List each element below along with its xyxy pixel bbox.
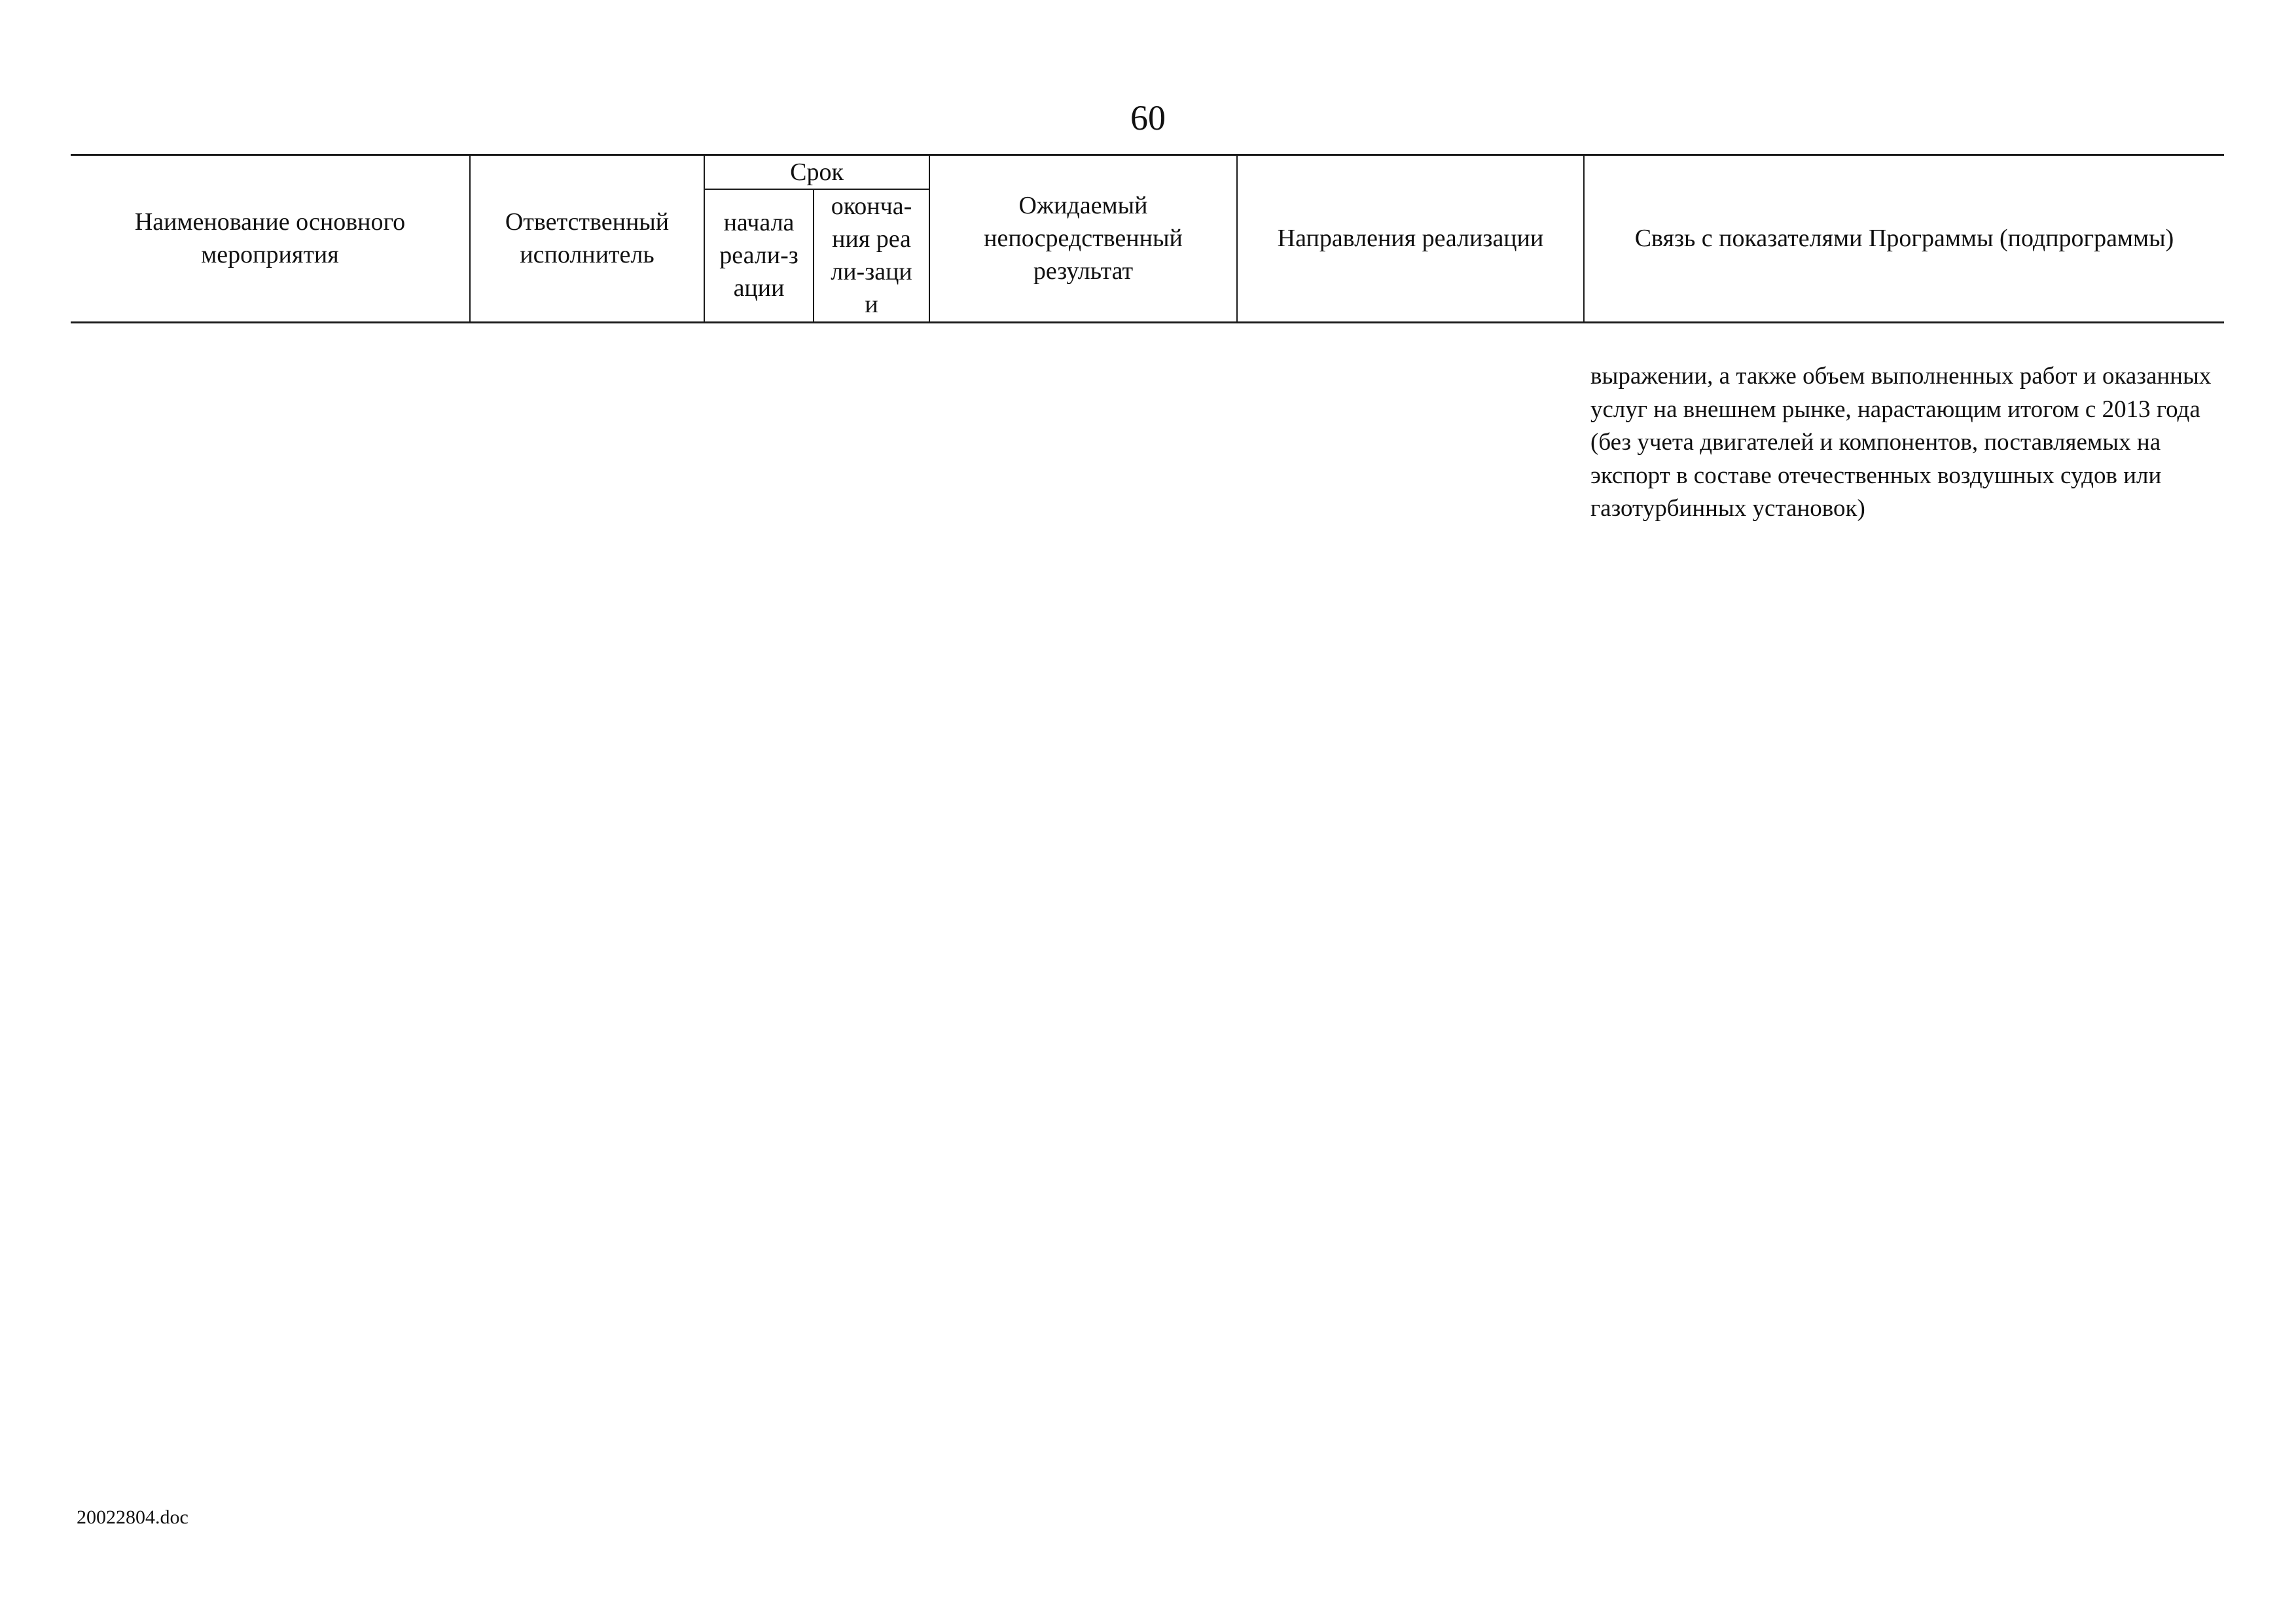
header-term-start-cell	[704, 189, 814, 322]
table-header	[71, 154, 2224, 323]
header-term-end: оконча-ния реали-зации	[831, 192, 912, 319]
header-term: Срок	[790, 158, 844, 186]
header-directions-cell	[1237, 155, 1584, 323]
header-name: Наименование основного мероприятия	[134, 208, 406, 269]
header-term-start: начала реали-зации	[719, 209, 798, 302]
header-link: Связь с показателями Программы (подпрограммы)	[1634, 225, 2174, 253]
header-link-cell	[1584, 155, 2224, 323]
header-name-cell	[71, 155, 470, 323]
header-term-cell	[704, 155, 929, 190]
header-responsible-cell	[470, 155, 704, 323]
footer-filename: 20022804.doc	[77, 1506, 188, 1528]
header-expected-result-cell	[929, 155, 1237, 323]
continuation-text: выражении, а также объем выполненных работ и оказанных услуг на внешнем рынке, нарастающим итогом с 2013 года (без учета двигателей и компонентов, поставляемых на экспорт в составе отечественных воздушных судов или газотурбинных установок)	[1590, 363, 2212, 522]
header-term-end-cell	[814, 189, 929, 322]
header-expected-result: Ожидаемый непосредственный результат	[984, 192, 1183, 285]
page-number: 60	[1130, 98, 1166, 137]
header-responsible: Ответственный исполнитель	[505, 208, 670, 269]
header-directions: Направления реализации	[1277, 225, 1544, 253]
